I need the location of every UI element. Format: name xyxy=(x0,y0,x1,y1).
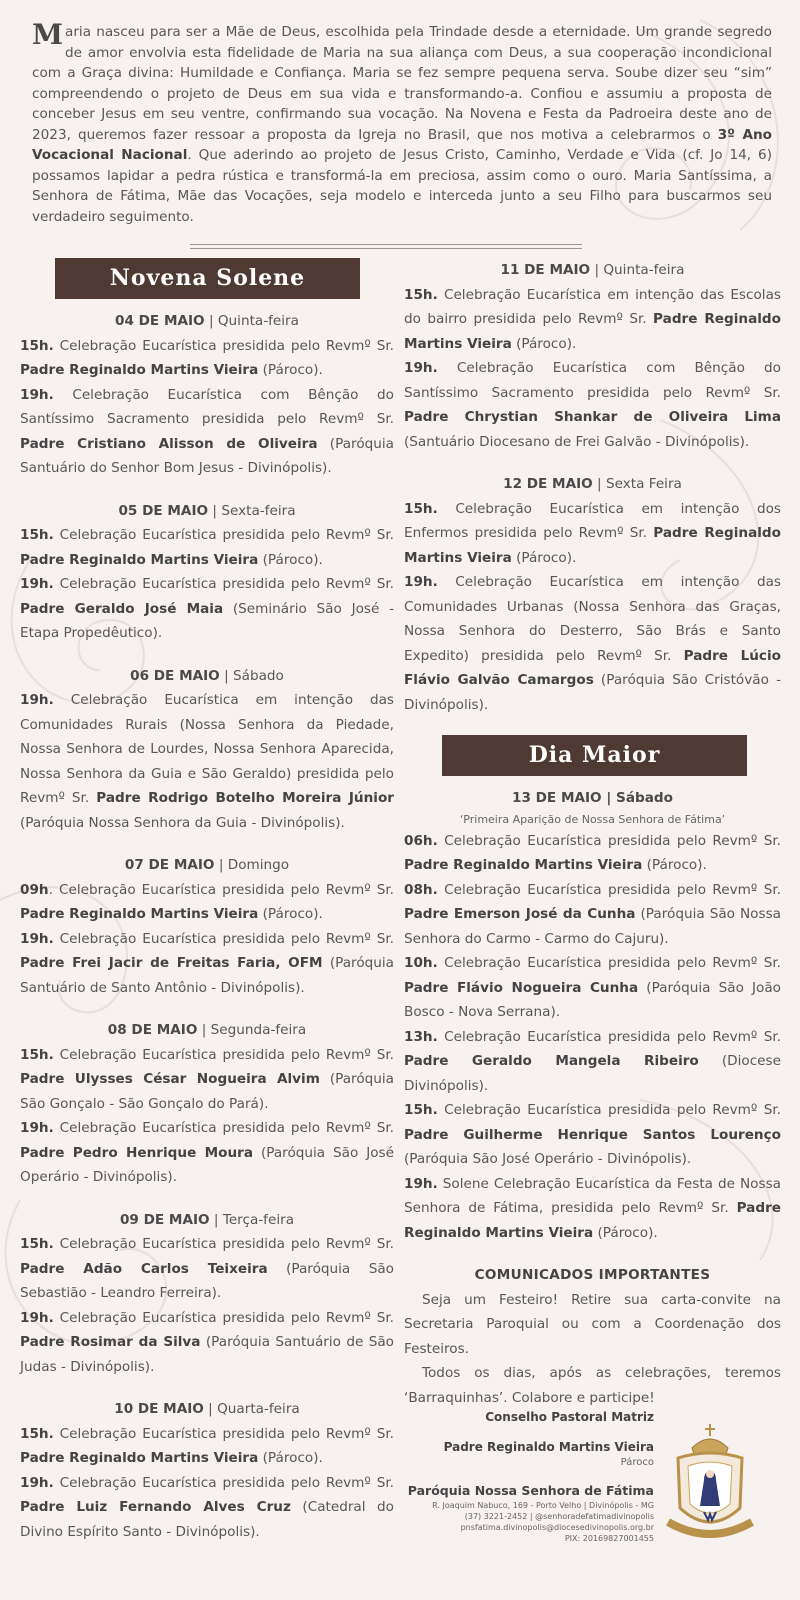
priest-name: Padre Reginaldo Martins Vieira xyxy=(443,1440,654,1454)
celebration-entry xyxy=(20,523,394,572)
celebration-time: 19h. xyxy=(20,386,54,403)
celebrant-name: Padre Chrystian Shankar de Oliveira Lima xyxy=(404,409,781,425)
celebration-description: Celebração Eucarística presidida pelo Revmº Sr. xyxy=(53,337,394,354)
parish-address: R. Joaquim Nabuco, 169 - Porto Velho | Divinópolis - MG xyxy=(432,1501,654,1510)
intro-paragraph xyxy=(32,18,773,227)
celebration-location: (Santuário Diocesano de Frei Galvão - Divinópolis). xyxy=(404,433,750,450)
day-weekday: Quinta-feira xyxy=(217,313,299,329)
dia-maior-date: 13 DE MAIO | Sábado xyxy=(512,790,673,806)
celebration-entry xyxy=(404,878,781,952)
day-heading: 05 DE MAIO | Sexta-feira xyxy=(118,502,296,519)
novena-banner: Novena Solene xyxy=(55,258,360,299)
celebration-time: 15h. xyxy=(20,527,54,543)
novena-day xyxy=(404,258,781,454)
day-weekday: Quarta-feira xyxy=(217,1401,300,1417)
celebration-entry xyxy=(20,1043,394,1117)
celebration-description: Celebração Eucarística presidida pelo Revmº Sr. xyxy=(53,1236,394,1252)
celebration-time: 19h. xyxy=(20,576,54,592)
celebration-location: (Paróquia São João Bosco - Nova Serrana). xyxy=(404,979,781,1020)
celebration-location: (Pároco). xyxy=(642,857,707,873)
celebration-description: Solene Celebração Eucarística da Festa de Nossa Senhora de Fátima, presidida pelo Revmº Sr. xyxy=(404,1175,781,1216)
day-heading: 08 DE MAIO | Segunda-feira xyxy=(107,1022,307,1038)
celebration-entry xyxy=(20,1471,394,1545)
novena-day xyxy=(20,309,394,481)
celebration-description: Celebração Eucarística presidida pelo Revmº Sr. xyxy=(53,1425,394,1442)
celebrant-name: Padre Rodrigo Botelho Moreira Júnior xyxy=(96,790,394,806)
comunicados-title: COMUNICADOS IMPORTANTES xyxy=(474,1267,711,1283)
comunicados-p1: Seja um Festeiro! Retire sua carta-convite na Secretaria Paroquial ou com a Coordenação dos Festeiros. xyxy=(404,1291,781,1357)
celebrant-name: Padre Frei Jacir de Freitas Faria, OFM xyxy=(20,955,323,971)
celebrant-name: Padre Reginaldo Martins Vieira xyxy=(404,311,781,352)
celebration-time: 15h. xyxy=(20,1425,54,1442)
celebration-time: 19h. xyxy=(20,1474,54,1491)
celebration-time: 15h. xyxy=(404,1102,438,1118)
celebration-time: 10h. xyxy=(404,955,438,971)
dia-maior-banner: Dia Maior xyxy=(442,735,747,776)
celebration-location: (Diocese Divinópolis). xyxy=(404,1053,781,1094)
novena-day xyxy=(20,664,394,836)
celebration-time: 19h. xyxy=(404,360,438,376)
celebration-time: 19h. xyxy=(20,930,54,947)
celebrant-name: Padre Guilherme Henrique Santos Lourenço xyxy=(404,1126,781,1143)
day-date: 11 DE MAIO xyxy=(500,262,591,278)
celebration-location: (Paróquia São José Operário - Divinópolis). xyxy=(404,1151,692,1167)
day-weekday: Terça-feira xyxy=(222,1211,295,1228)
novena-day xyxy=(20,499,394,646)
day-date: 08 DE MAIO xyxy=(107,1022,198,1038)
celebration-time: 09h xyxy=(20,881,49,898)
parish-email: pnsfatima.divinopolis@diocesedivinopolis.org.br xyxy=(460,1523,654,1532)
celebration-time: 19h. xyxy=(20,1120,54,1136)
celebrant-name: Padre Reginaldo Martins Vieira xyxy=(20,362,259,378)
day-date: 09 DE MAIO xyxy=(119,1211,210,1228)
celebrant-name: Padre Reginaldo Martins Vieira xyxy=(20,906,259,922)
celebration-time: 06h. xyxy=(404,832,438,849)
celebration-description: Celebração Eucarística presidida pelo Revmº Sr. xyxy=(437,1102,781,1118)
novena-day xyxy=(404,472,781,717)
day-heading: 09 DE MAIO | Terça-feira xyxy=(119,1211,295,1228)
intro-text-a: aria nasceu para ser a Mãe de Deus, escolhida pela Trindade desde a eternidade. Um grande segredo de amor envolvia esta fidelidade de Maria na sua aliança com Deus, a sua cooperação incondicional com a Graça divina: Humildade e Confiança. Maria se fez sempre pequena serva. Soube dizer seu “sim” compreendendo o projeto de Deus em sua vida e transformando-a. Confiou e assumiu a proposta de conceber Jesus em seu ventre, confirmando sua vocação. Na Novena e Festa da Padroeira deste ano de 2023, queremos fazer ressoar a proposta da Igreja no Brasil, que nos motiva a celebrarmos o xyxy=(32,24,772,143)
section-divider xyxy=(190,244,582,249)
celebration-entry xyxy=(404,951,781,1025)
celebration-description: Celebração Eucarística presidida pelo Revmº Sr. xyxy=(53,1309,394,1326)
intro-highlight: 3º Ano Vocacional Nacional xyxy=(32,126,772,163)
celebration-location: (Pároco). xyxy=(593,1224,658,1241)
celebration-entry xyxy=(20,927,394,1001)
parish-seal-logo xyxy=(664,1422,756,1544)
celebration-entry xyxy=(404,1172,781,1246)
day-weekday: Segunda-feira xyxy=(210,1022,307,1038)
celebration-description: Celebração Eucarística com Bênção do Santíssimo Sacramento presidida pelo Revmº Sr. xyxy=(20,386,394,427)
day-weekday: Sexta-feira xyxy=(221,502,296,519)
celebration-entry xyxy=(404,1098,781,1172)
celebrant-name: Padre Cristiano Alisson de Oliveira xyxy=(20,435,318,452)
celebration-entry xyxy=(404,283,781,357)
priest-role: Pároco xyxy=(620,1457,654,1468)
celebration-entry xyxy=(20,572,394,646)
celebrant-name: Padre Geraldo José Maia xyxy=(20,600,224,617)
celebration-entry xyxy=(20,383,394,481)
celebration-location: (Pároco). xyxy=(511,549,577,566)
day-heading: 12 DE MAIO | Sexta Feira xyxy=(503,476,682,492)
intro-text-b: . Que aderindo ao projeto de Jesus Cristo, Caminho, Verdade e Vida (cf. Jo 14, 6) possamos lapidar a pedra rústica e transformá-la em preciosa, assim como o ouro. Maria Santíssima, a Senhora de Fátima, Mãe das Vocações, seja modelo e interceda junto a seu Filho para buscarmos seu verdadeiro seguimento. xyxy=(32,147,773,225)
parish-name: Paróquia Nossa Senhora de Fátima xyxy=(407,1483,654,1498)
celebrant-name: Padre Reginaldo Martins Vieira xyxy=(404,525,781,566)
celebration-location: (Seminário São José - Etapa Propedêutico). xyxy=(20,600,394,641)
celebration-description: Celebração Eucarística presidida pelo Revmº Sr. xyxy=(53,527,394,543)
celebrant-name: Padre Reginaldo Martins Vieira xyxy=(20,1450,259,1466)
celebration-entry xyxy=(404,497,781,571)
celebration-location: (Catedral do Divino Espírito Santo - Divinópolis). xyxy=(20,1499,394,1540)
celebrant-name: Padre Geraldo Mangela Ribeiro xyxy=(404,1053,699,1069)
day-date: 12 DE MAIO xyxy=(503,476,593,492)
celebrant-name: Padre Emerson José da Cunha xyxy=(404,906,636,922)
celebration-description: Celebração Eucarística em intenção das Escolas do bairro presidida pelo Revmº Sr. xyxy=(404,286,781,327)
celebration-location: (Paróquia São Nossa Senhora do Carmo - Carmo do Cajuru). xyxy=(404,906,781,947)
celebration-description: Celebração Eucarística presidida pelo Revmº Sr. xyxy=(437,881,781,898)
celebration-time: 13h. xyxy=(404,1028,438,1045)
parish-phone: (37) 3221-2452 | @senhoradefatimadivinopolis xyxy=(464,1512,654,1521)
signature-block xyxy=(404,1408,654,1544)
celebration-location: (Pároco). xyxy=(258,551,323,568)
celebration-time: 08h. xyxy=(404,881,438,898)
celebrant-name: Padre Flávio Nogueira Cunha xyxy=(404,979,639,996)
celebration-location: (Paróquia São Cristóvão - Divinópolis). xyxy=(404,672,781,713)
celebration-location: (Paróquia Nossa Senhora da Guia - Divinópolis). xyxy=(20,814,345,831)
celebration-description: Celebração Eucarística em intenção das Comunidades Urbanas (Nossa Senhora das Graças, Nossa Senhora do Desterro, São Brás e Santo Expedito) presidida pelo Revmº Sr. xyxy=(404,574,781,664)
day-weekday: Sábado xyxy=(232,667,284,684)
day-heading: 04 DE MAIO | Quinta-feira xyxy=(115,313,299,329)
celebration-description: . Celebração Eucarística presidida pelo Revmº Sr. xyxy=(48,881,394,898)
celebration-location: (Pároco). xyxy=(258,906,323,922)
celebration-time: 19h. xyxy=(404,1175,438,1192)
celebration-description: Celebração Eucarística presidida pelo Revmº Sr. xyxy=(53,1474,394,1491)
day-heading: 10 DE MAIO | Quarta-feira xyxy=(114,1401,300,1417)
celebration-entry xyxy=(20,688,394,835)
day-date: 06 DE MAIO xyxy=(130,667,220,684)
celebration-location: (Pároco). xyxy=(258,1450,323,1466)
celebration-entry xyxy=(20,878,394,927)
day-heading: 06 DE MAIO | Sábado xyxy=(130,667,284,684)
celebration-entry xyxy=(20,334,394,383)
day-date: 05 DE MAIO xyxy=(118,502,209,519)
day-date: 07 DE MAIO xyxy=(124,857,215,873)
celebration-description: Celebração Eucarística presidida pelo Revmº Sr. xyxy=(437,955,781,971)
celebrant-name: Padre Reginaldo Martins Vieira xyxy=(20,551,259,568)
day-weekday: Domingo xyxy=(227,857,290,873)
celebration-description: Celebração Eucarística em intenção das Comunidades Rurais (Nossa Senhora da Piedade, Nossa Senhora de Lourdes, Nossa Senhora Aparecida, Nossa Senhora da Guia e São Geraldo) presidida pelo Revmº Sr. xyxy=(20,692,394,806)
celebrant-name: Padre Pedro Henrique Moura xyxy=(20,1144,254,1161)
dia-maior-section xyxy=(404,786,781,1245)
celebration-description: Celebração Eucarística presidida pelo Revmº Sr. xyxy=(437,1028,781,1045)
celebration-entry xyxy=(404,570,781,717)
comunicados-section xyxy=(404,1263,781,1410)
novena-column-right xyxy=(404,258,781,1410)
dia-maior-subtitle: ‘Primeira Aparição de Nossa Senhora de Fátima’ xyxy=(459,812,726,826)
celebrant-name: Padre Reginaldo Martins Vieira xyxy=(404,1200,781,1241)
day-heading: 11 DE MAIO | Quinta-feira xyxy=(500,262,685,278)
celebration-time: 15h. xyxy=(20,1236,54,1252)
celebrant-name: Padre Rosimar da Silva xyxy=(20,1334,201,1350)
celebration-description: Celebração Eucarística presidida pelo Revmº Sr. xyxy=(53,1120,394,1136)
celebration-time: 19h. xyxy=(20,1309,54,1326)
celebration-location: (Paróquia São Gonçalo - São Gonçalo do Pará). xyxy=(20,1071,394,1112)
celebration-description: Celebração Eucarística presidida pelo Revmº Sr. xyxy=(437,832,781,849)
celebration-description: Celebração Eucarística em intenção dos Enfermos presidida pelo Revmº Sr. xyxy=(404,500,781,541)
celebrant-name: Padre Adão Carlos Teixeira xyxy=(20,1260,268,1277)
celebration-location: (Paróquia Santuário de São Judas - Divinópolis). xyxy=(20,1334,394,1375)
day-heading: 07 DE MAIO | Domingo xyxy=(124,857,290,873)
celebration-time: 19h. xyxy=(20,692,54,708)
celebration-description: Celebração Eucarística presidida pelo Revmº Sr. xyxy=(53,1046,394,1063)
celebration-entry xyxy=(404,829,781,878)
celebration-entry xyxy=(20,1116,394,1190)
parish-pix: PIX: 20169827001455 xyxy=(564,1534,654,1543)
novena-day xyxy=(20,853,394,1000)
celebrant-name: Padre Luiz Fernando Alves Cruz xyxy=(20,1499,291,1515)
celebration-location: (Pároco). xyxy=(258,362,323,378)
celebration-time: 15h. xyxy=(20,1046,54,1063)
day-date: 10 DE MAIO xyxy=(114,1401,204,1417)
novena-day xyxy=(20,1018,394,1190)
comunicados-p2: Todos os dias, após as celebrações, teremos ‘Barraquinhas’. Colabore e participe! xyxy=(404,1365,781,1406)
celebration-entry xyxy=(20,1306,394,1380)
celebrant-name: Padre Reginaldo Martins Vieira xyxy=(404,857,643,873)
celebration-entry xyxy=(404,1025,781,1099)
celebration-time: 15h. xyxy=(20,337,54,354)
celebration-description: Celebração Eucarística presidida pelo Revmº Sr. xyxy=(53,930,394,947)
celebration-location: (Paróquia Santuário de Santo Antônio - Divinópolis). xyxy=(20,955,395,996)
celebration-location: (Paróquia Santuário do Senhor Bom Jesus - Divinópolis). xyxy=(20,435,394,476)
celebration-description: Celebração Eucarística presidida pelo Revmº Sr. xyxy=(53,576,394,592)
celebrant-name: Padre Lúcio Flávio Galvão Camargos xyxy=(404,647,781,688)
day-date: 04 DE MAIO xyxy=(115,313,205,329)
celebration-entry xyxy=(20,1422,394,1471)
council-name: Conselho Pastoral Matriz xyxy=(485,1410,654,1424)
celebration-time: 15h. xyxy=(404,286,438,303)
celebration-time: 15h. xyxy=(404,500,438,517)
novena-column-left xyxy=(20,258,394,1562)
celebration-location: (Pároco). xyxy=(511,335,577,352)
celebration-time: 19h. xyxy=(404,574,438,590)
celebration-description: Celebração Eucarística com Bênção do Santíssimo Sacramento presidida pelo Revmº Sr. xyxy=(404,360,781,401)
celebration-location: (Paróquia São Sebastião - Leandro Ferreira). xyxy=(20,1260,394,1301)
celebration-location: (Paróquia São José Operário - Divinópolis). xyxy=(20,1144,394,1185)
day-weekday: Quinta-feira xyxy=(603,262,685,278)
novena-day xyxy=(20,1208,394,1380)
day-weekday: Sexta Feira xyxy=(605,476,682,492)
celebration-entry xyxy=(20,1232,394,1306)
novena-day xyxy=(20,1397,394,1544)
celebration-entry xyxy=(404,356,781,454)
celebrant-name: Padre Ulysses César Nogueira Alvim xyxy=(20,1071,320,1087)
intro-dropcap: M xyxy=(32,18,63,51)
